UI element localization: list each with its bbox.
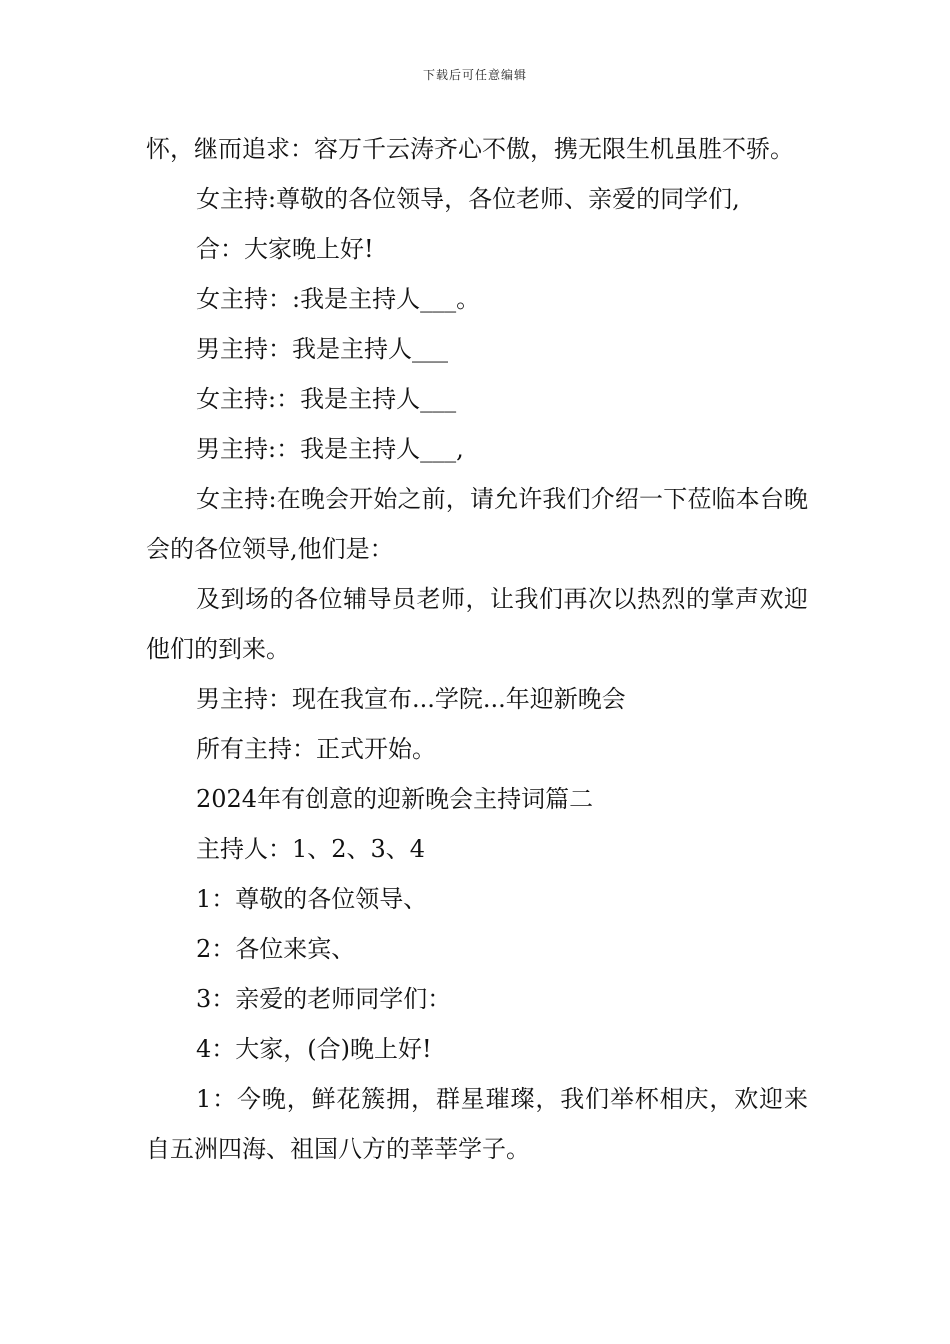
paragraph: 男主持：我是主持人___ xyxy=(196,335,448,363)
section-heading: 2024年有创意的迎新晚会主持词篇二 xyxy=(196,785,594,813)
page-header-note: 下载后可任意编辑 xyxy=(422,68,527,82)
paragraph: 男主持：现在我宣布...学院...年迎新晚会 xyxy=(196,685,626,713)
paragraph: 3：亲爱的老师同学们： xyxy=(196,985,452,1013)
paragraph: 女主持:：我是主持人___ xyxy=(196,385,457,413)
paragraph: 2：各位来宾、 xyxy=(196,935,356,963)
paragraph: 女主持：:我是主持人___。 xyxy=(196,285,481,313)
paragraph: 女主持:在晚会开始之前，请允许我们介绍一下莅临本台晚会的各位领导,他们是： xyxy=(146,485,808,563)
document-body xyxy=(146,124,808,1174)
paragraph: 男主持:：我是主持人___, xyxy=(196,435,464,463)
paragraph: 合：大家晚上好! xyxy=(196,235,374,263)
paragraph: 女主持:尊敬的各位领导，各位老师、亲爱的同学们, xyxy=(196,185,740,213)
paragraph: 主持人：1、2、3、4 xyxy=(196,835,426,863)
paragraph: 所有主持：正式开始。 xyxy=(196,735,436,763)
paragraph: 怀，继而追求：容万千云涛齐心不傲，携无限生机虽胜不骄。 xyxy=(146,135,794,163)
paragraph: 4：大家，(合)晚上好! xyxy=(196,1035,432,1063)
paragraph: 1：今晚，鲜花簇拥，群星璀璨，我们举杯相庆，欢迎来自五洲四海、祖国八方的莘莘学子。 xyxy=(146,1085,808,1163)
paragraph: 1：尊敬的各位领导、 xyxy=(196,885,428,913)
paragraph: 及到场的各位辅导员老师，让我们再次以热烈的掌声欢迎他们的到来。 xyxy=(146,585,808,663)
